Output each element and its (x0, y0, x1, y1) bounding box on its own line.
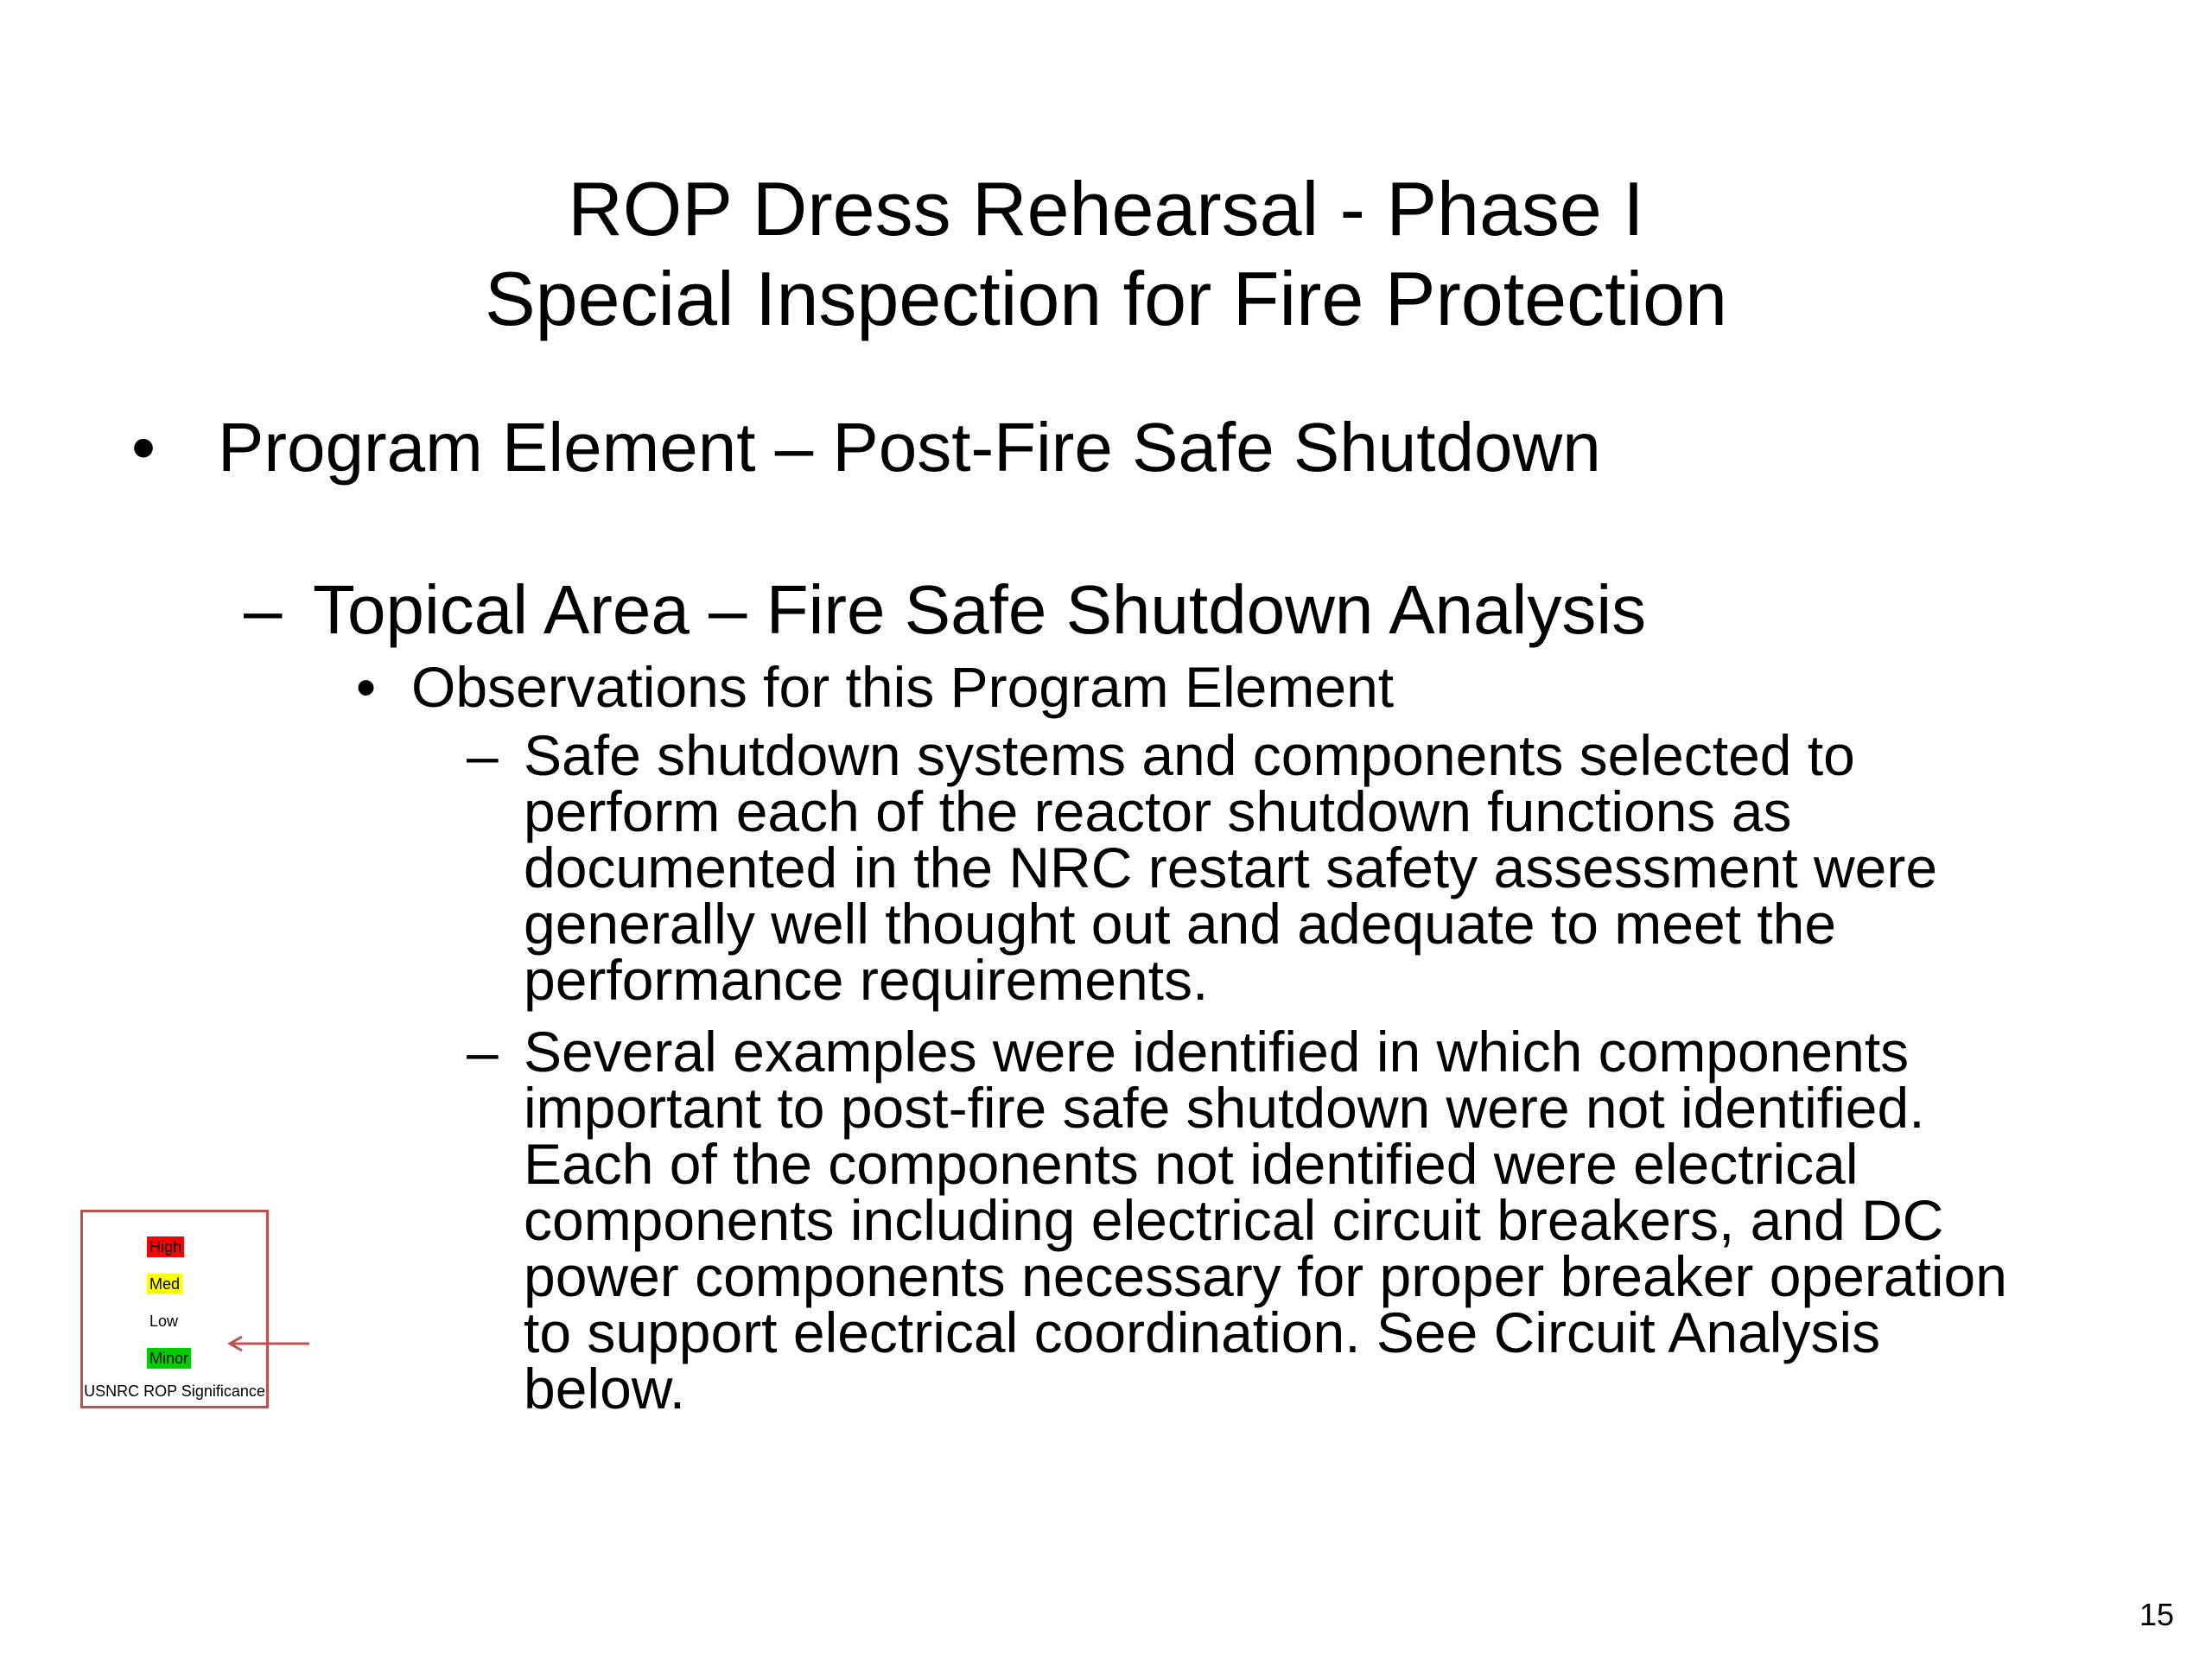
legend-item-minor: Minor (147, 1348, 191, 1369)
legend-item-high: High (147, 1236, 184, 1257)
selected-level-arrow-icon (226, 1335, 313, 1352)
bullet-marker: • (131, 409, 156, 486)
observations-heading: Observations for this Program Element (411, 655, 1395, 719)
legend-item-med: Med (147, 1274, 182, 1294)
observation-2-line: below. (524, 1357, 686, 1421)
observation-1-line: Safe shutdown systems and components selected to (524, 723, 1855, 787)
observations-bullet (356, 653, 1395, 721)
topical-area-item (244, 569, 1647, 652)
observation-2-line: power components necessary for proper breaker operation (524, 1244, 2007, 1308)
observation-2-line: Each of the components not identified were electrical (524, 1132, 1859, 1196)
dash-marker: – (244, 571, 283, 648)
observation-1-line: documented in the NRC restart safety assessment were (524, 836, 1938, 899)
observation-2-line: important to post-fire safe shutdown were not identified. (524, 1076, 1925, 1140)
observation-2-line: components including electrical circuit breakers, and DC (524, 1188, 1944, 1252)
observation-2-line: to support electrical coordination. See Circuit Analysis (524, 1300, 1881, 1364)
observation-1-line: performance requirements. (524, 948, 1209, 1012)
dash-marker: – (467, 1020, 499, 1084)
observation-1-line: perform each of the reactor shutdown functions as (524, 779, 1792, 843)
legend-item-low: Low (147, 1311, 181, 1332)
topical-area-text: Topical Area – Fire Safe Shutdown Analysis (313, 571, 1647, 648)
observation-1-line: generally well thought out and adequate to meet the (524, 892, 1837, 956)
dash-marker: – (467, 723, 499, 787)
slide-title (0, 164, 2212, 344)
legend-caption: USNRC ROP Significance (84, 1382, 265, 1400)
significance-legend (80, 1210, 269, 1408)
title-line-2: Special Inspection for Fire Protection (484, 256, 1728, 341)
observation-2-line: Several examples were identified in which components (524, 1020, 1910, 1084)
program-element-text: Program Element – Post-Fire Safe Shutdown (218, 409, 1601, 486)
title-line-1: ROP Dress Rehearsal - Phase I (568, 166, 1644, 251)
bullet-marker: • (356, 655, 377, 719)
page-number: 15 (2139, 1597, 2174, 1632)
